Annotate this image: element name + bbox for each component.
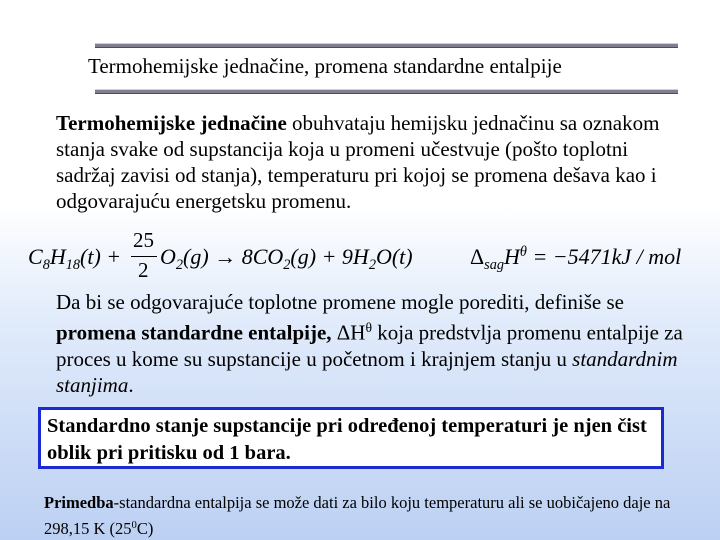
fraction-bar — [131, 256, 157, 257]
definition-term: Termohemijske jednačine — [56, 111, 287, 135]
standard-states-term: standardnim stanjima — [56, 346, 678, 397]
note-label: Primedba — [44, 493, 114, 512]
equation-reactant-1: $C_8H_{18}(t)$ + — [28, 244, 122, 273]
definition-paragraph — [56, 110, 686, 214]
title-rule-bottom — [95, 89, 678, 94]
definition-text: obuhvataju hemijsku jednačinu sa oznakom stanja svake od supstancija koja u promeni učestvuje (pošto toplotni sadržaj zavisi od stanja), temperaturu pri kojoj se promena dešava kao i odgovarajuću energetsku promenu. — [56, 111, 660, 213]
title-rule-top — [95, 43, 678, 48]
fraction-numerator: 25 — [133, 228, 154, 252]
note-paragraph: Primedba-standardna entalpija se može dati za bilo koju temperaturu ali se uobičajeno daje na 298,15 K $(25^0C)$ — [44, 493, 671, 538]
standard-state-box: Standardno stanje supstancije pri određenoj temperaturi je njen čist oblik pri pritisku od 1 bara. — [38, 407, 664, 469]
standard-enthalpy-paragraph: Da bi se odgovarajuće toplotne promene mogle porediti, definiše se promena standardne entalpije, $\Delta H^\theta$ koja predstvlja promenu entalpije za proces u kome su supstancije u početnom i krajnjem stanju u standardnim stanjima. — [56, 290, 683, 397]
thermochemical-equation — [28, 228, 708, 284]
enthalpy-value: $\Delta_{sag}H^\theta = -5471kJ$ / mol — [470, 244, 682, 273]
slide-title: Termohemijske jednačine, promena standardne entalpije — [88, 54, 562, 78]
standard-enthalpy-term: promena standardne entalpije, — [56, 320, 332, 345]
equation-rest: $O_2(g) \to 8CO_2(g) + 9H_2O(t)$ — [160, 244, 413, 273]
fraction-denominator: 2 — [138, 258, 149, 282]
